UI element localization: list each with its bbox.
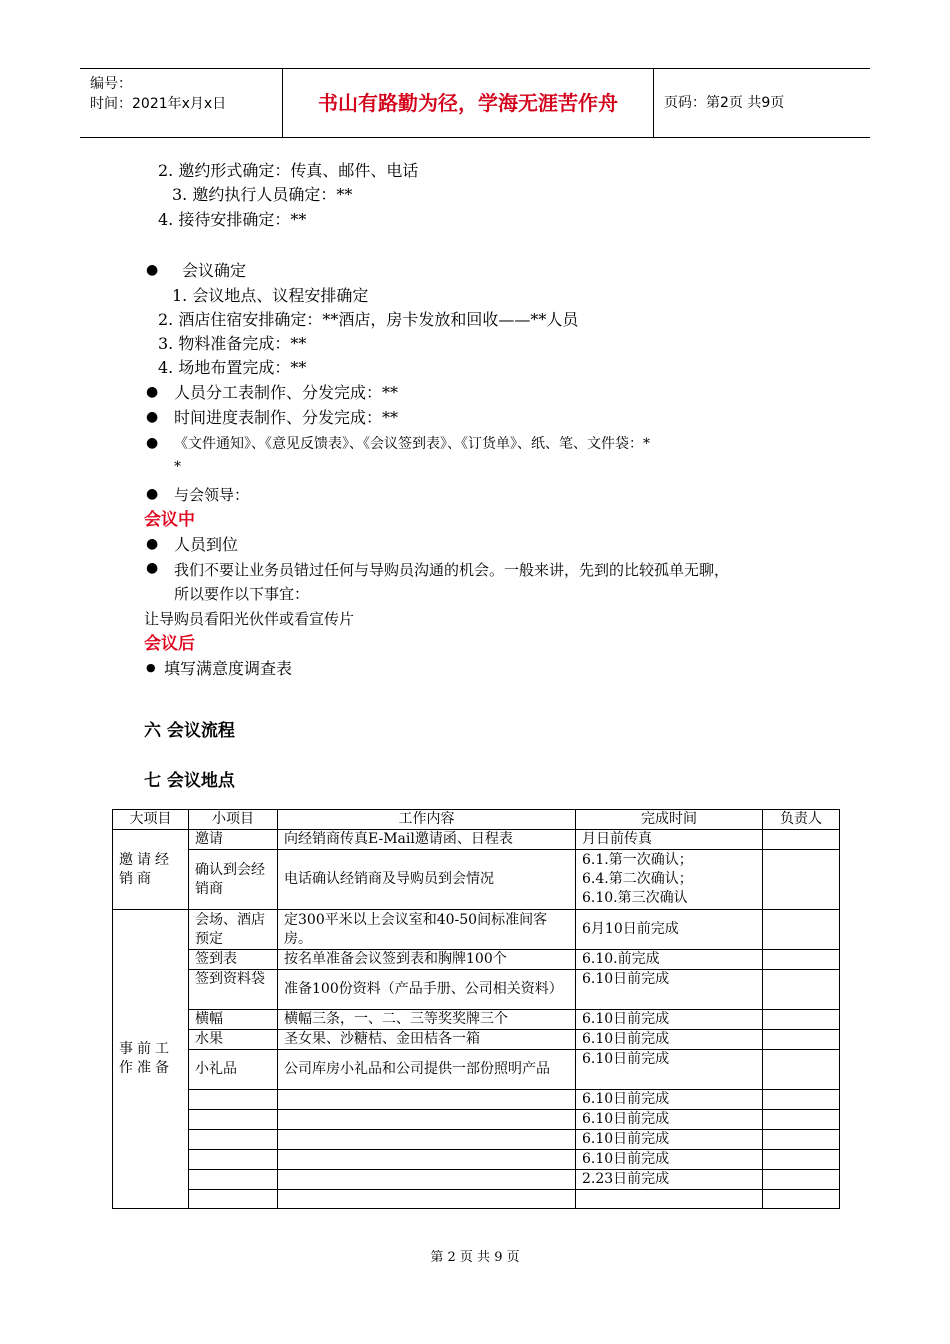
table-cell xyxy=(189,1130,278,1150)
confirm-item: 2. 酒店住宿安排确定：**酒店，房卡发放和回收——**人员 xyxy=(158,310,579,329)
table-cell xyxy=(763,1050,840,1090)
table-cell xyxy=(763,1170,840,1190)
table-cell: 6.10日前完成 xyxy=(576,1110,763,1130)
table-cell xyxy=(189,1190,278,1209)
table-cell: 6.10日前完成 xyxy=(576,1050,763,1090)
table-cell xyxy=(763,1110,840,1130)
table-cell xyxy=(278,1110,576,1130)
table-row xyxy=(113,1010,840,1030)
table-cell: 6.10.前完成 xyxy=(576,950,763,970)
confirm-title: 会议确定 xyxy=(182,261,247,280)
table-row xyxy=(113,850,840,910)
table-header-row xyxy=(113,810,840,830)
table-cell xyxy=(763,970,840,1010)
bullet-icon: ● xyxy=(146,560,159,576)
table-cell: 公司库房小礼品和公司提供一部份照明产品 xyxy=(278,1050,576,1090)
table-cell xyxy=(576,1190,763,1209)
table-row xyxy=(113,1170,840,1190)
table-row xyxy=(113,1030,840,1050)
table-cell xyxy=(763,1190,840,1209)
prep-item: 3. 邀约执行人员确定：** xyxy=(172,185,353,204)
header-motto: 书山有路勤为径，学海无涯苦作舟 xyxy=(283,69,654,137)
table-cell xyxy=(189,1110,278,1130)
table-cell xyxy=(763,1130,840,1150)
table-cell xyxy=(189,1170,278,1190)
table-row xyxy=(113,910,840,950)
table-cell xyxy=(278,1150,576,1170)
bullet-text: 《文件通知》、《意见反馈表》、《会议签到表》、《订货单》、纸、笔、文件袋：* xyxy=(174,436,650,452)
table-cell: 6.10日前完成 xyxy=(576,1150,763,1170)
table-row xyxy=(113,1090,840,1110)
table-cell xyxy=(763,850,840,910)
table-row xyxy=(113,1130,840,1150)
table-cell xyxy=(278,1190,576,1209)
prep-item: 2. 邀约形式确定：传真、邮件、电话 xyxy=(158,161,419,180)
page-header xyxy=(80,68,870,138)
table-cell xyxy=(763,1010,840,1030)
page-footer: 第 2 页 共 9 页 xyxy=(430,1250,520,1265)
confirm-item: 3. 物料准备完成：** xyxy=(158,334,307,353)
header-cell: 小项目 xyxy=(189,810,278,830)
section-during: 会议中 xyxy=(144,510,195,530)
bullet-text: 时间进度表制作、分发完成：** xyxy=(174,408,399,427)
table-row xyxy=(113,970,840,1010)
table-cell: 6.10日前完成 xyxy=(576,1090,763,1110)
table-cell: 电话确认经销商及导购员到会情况 xyxy=(278,850,576,910)
table-cell xyxy=(763,1150,840,1170)
table-cell: 邀请 xyxy=(189,830,278,850)
bullet-icon: ● xyxy=(146,536,159,552)
header-date: 时间：2021年x月x日 xyxy=(90,96,227,112)
table-cell: 月日前传真 xyxy=(576,830,763,850)
section-after: 会议后 xyxy=(144,634,195,654)
header-page: 页码：第2页 共9页 xyxy=(664,95,785,111)
table-cell xyxy=(278,1170,576,1190)
after-item: 填写满意度调查表 xyxy=(164,659,293,678)
table-cell: 准备100份资料（产品手册、公司相关资料） xyxy=(278,970,576,1010)
bullet-text: 人员分工表制作、分发完成：** xyxy=(174,383,399,402)
bullet-text: 与会领导： xyxy=(174,486,250,504)
plan-table xyxy=(112,809,840,1209)
table-cell: 6.10日前完成 xyxy=(576,1130,763,1150)
header-cell: 大项目 xyxy=(113,810,189,830)
table-row xyxy=(113,1110,840,1130)
during-note: 让导购员看阳光伙伴或看宣传片 xyxy=(144,610,355,628)
bullet-text-cont: * xyxy=(174,459,181,475)
table-row xyxy=(113,1050,840,1090)
table-cell: 6月10日前完成 xyxy=(576,910,763,950)
table-row xyxy=(113,1190,840,1209)
table-cell: 圣女果、沙糖桔、金田桔各一箱 xyxy=(278,1030,576,1050)
table-cell: 2.23日前完成 xyxy=(576,1170,763,1190)
table-cell: 6.10日前完成 xyxy=(576,1030,763,1050)
bullet-icon: ● xyxy=(146,435,159,451)
table-row xyxy=(113,950,840,970)
table-cell xyxy=(278,1090,576,1110)
table-cell: 按名单准备会议签到表和胸牌100个 xyxy=(278,950,576,970)
table-cell: 小礼品 xyxy=(189,1050,278,1090)
table-cell: 横幅 xyxy=(189,1010,278,1030)
group-cell: 邀请经销商 xyxy=(113,830,189,910)
bullet-icon: ● xyxy=(146,409,159,425)
table-cell: 横幅三条，一、二、三等奖奖牌三个 xyxy=(278,1010,576,1030)
table-cell: 确认到会经销商 xyxy=(189,850,278,910)
table-cell xyxy=(763,1090,840,1110)
during-item: 我们不要让业务员错过任何与导购员沟通的机会。一般来讲，先到的比较孤单无聊， xyxy=(174,561,730,579)
confirm-item: 1. 会议地点、议程安排确定 xyxy=(172,286,369,305)
table-cell: 6.1.第一次确认； 6.4.第二次确认； 6.10.第三次确认 xyxy=(576,850,763,910)
table-cell: 6.10日前完成 xyxy=(576,1010,763,1030)
group-cell: 事前工作准备 xyxy=(113,910,189,1209)
section-7-title: 七 会议地点 xyxy=(144,771,235,791)
table-cell xyxy=(763,1030,840,1050)
table-cell: 签到资料袋 xyxy=(189,970,278,1010)
bullet-icon: ● xyxy=(146,486,159,502)
header-cell: 工作内容 xyxy=(278,810,576,830)
table-cell: 水果 xyxy=(189,1030,278,1050)
table-cell xyxy=(763,910,840,950)
header-meta xyxy=(80,69,283,137)
header-cell: 完成时间 xyxy=(576,810,763,830)
bullet-icon: ● xyxy=(146,262,159,278)
table-row xyxy=(113,1150,840,1170)
bullet-icon: ● xyxy=(146,661,156,674)
table-cell xyxy=(189,1150,278,1170)
table-row xyxy=(113,830,840,850)
table-cell xyxy=(278,1130,576,1150)
during-item: 人员到位 xyxy=(174,535,239,554)
table-cell: 6.10日前完成 xyxy=(576,970,763,1010)
table-cell: 定300平米以上会议室和40-50间标准间客房。 xyxy=(278,910,576,950)
table-cell xyxy=(763,830,840,850)
header-number: 编号： xyxy=(90,76,132,92)
during-item-cont: 所以要作以下事宜： xyxy=(174,585,310,603)
table-cell xyxy=(763,950,840,970)
confirm-item: 4. 场地布置完成：** xyxy=(158,358,307,377)
section-6-title: 六 会议流程 xyxy=(144,721,235,741)
bullet-icon: ● xyxy=(146,384,159,400)
prep-item: 4. 接待安排确定：** xyxy=(158,210,307,229)
table-cell: 签到表 xyxy=(189,950,278,970)
header-cell: 负责人 xyxy=(763,810,840,830)
table-cell xyxy=(189,1090,278,1110)
table-cell: 向经销商传真E-Mail邀请函、日程表 xyxy=(278,830,576,850)
table-cell: 会场、酒店预定 xyxy=(189,910,278,950)
